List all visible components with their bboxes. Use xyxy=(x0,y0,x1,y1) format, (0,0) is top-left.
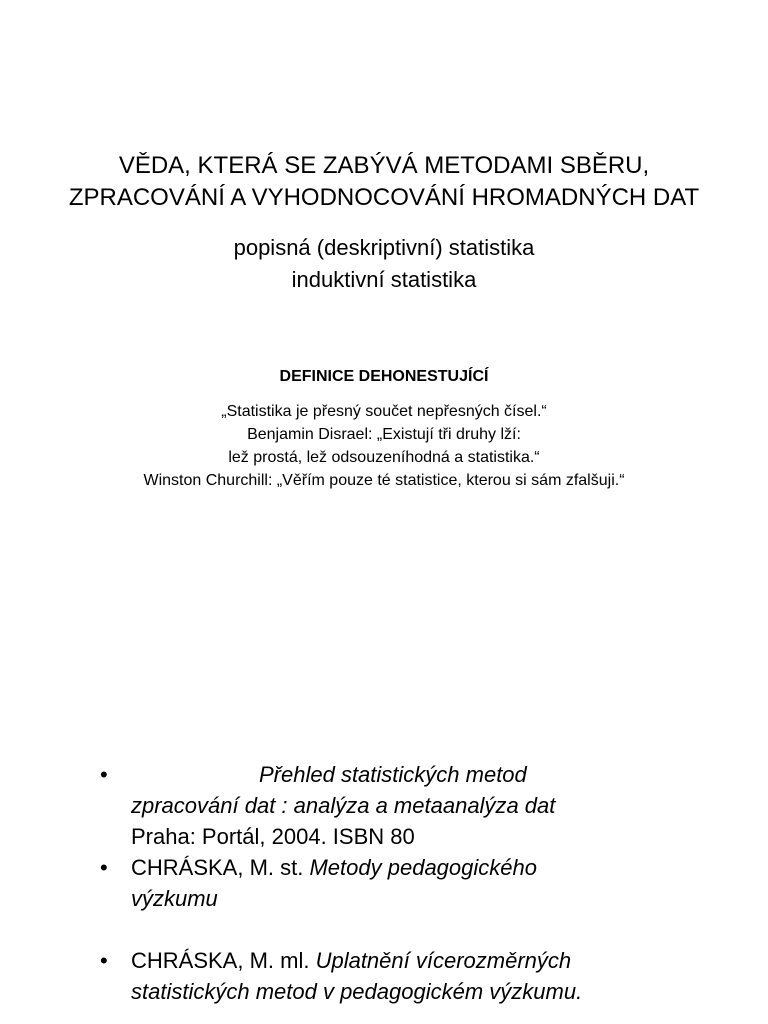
reference-title: Uplatnění vícerozměrných xyxy=(315,948,572,973)
reference-title-cont: výzkumu xyxy=(131,886,218,911)
reference-item xyxy=(100,945,700,1007)
title-line-2: ZPRACOVÁNÍ A VYHODNOCOVÁNÍ HROMADNÝCH DAT xyxy=(68,184,700,211)
quote-line-2: Benjamin Disrael: „Existují tři druhy lží: xyxy=(247,426,521,443)
title-line-1: VĚDA, KTERÁ SE ZABÝVÁ METODAMI SBĚRU, xyxy=(118,152,650,179)
subtitle-line-2: induktivní statistika xyxy=(291,267,477,292)
definitions-quotes xyxy=(0,400,768,492)
reference-author: CHRÁSKA, M. ml. xyxy=(131,948,316,973)
subtitle xyxy=(0,232,768,296)
subtitle-line-1: popisná (deskriptivní) statistika xyxy=(233,235,535,260)
quote-line-1: „Statistika je přesný součet nepřesných čísel.“ xyxy=(221,403,547,420)
definitions-heading: DEFINICE DEHONESTUJÍCÍ xyxy=(279,368,489,385)
bullet-icon: • xyxy=(100,948,108,973)
page-title xyxy=(0,150,768,214)
quote-line-3: lež prostá, lež odsouzeníhodná a statistika.“ xyxy=(228,449,540,466)
references-list xyxy=(100,759,700,1007)
reference-title: Přehled statistických metod xyxy=(259,762,527,787)
quote-line-4: Winston Churchill: „Věřím pouze té statistice, kterou si sám zfalšuji.“ xyxy=(143,472,625,489)
reference-title: Metody pedagogického xyxy=(309,855,537,880)
reference-item xyxy=(100,852,700,914)
reference-publisher: Praha: Portál, 2004. ISBN 80 xyxy=(131,824,415,849)
reference-title-cont: zpracování dat : analýza a metaanalýza dat xyxy=(131,793,556,818)
reference-item xyxy=(100,759,700,852)
bullet-icon: • xyxy=(100,762,108,787)
reference-title-cont: statistických metod v pedagogickém výzkumu. xyxy=(131,979,583,1004)
reference-author: CHRÁSKA, M. st. xyxy=(131,855,310,880)
bullet-icon: • xyxy=(100,855,108,880)
